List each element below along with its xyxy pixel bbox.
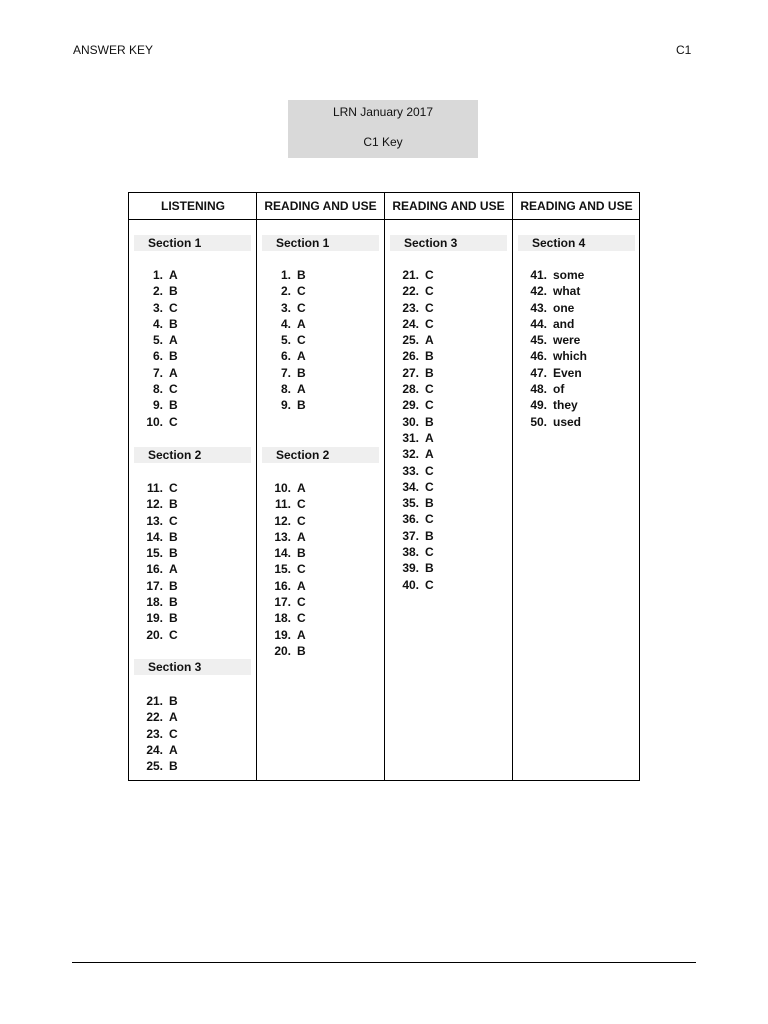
question-number: 20. [146,627,163,642]
column-reading-1 [256,193,384,780]
question-number: 6. [280,349,291,364]
question-number: 18. [146,595,163,610]
column-reading-2 [384,193,512,780]
answer-item [269,627,306,643]
question-number: 19. [146,611,163,626]
answer-value: B [169,316,178,331]
answer-item [397,495,434,511]
answer-item [397,479,434,495]
answer-value: A [425,430,434,445]
answer-value: C [425,463,434,478]
answer-value: C [169,627,178,642]
answer-value: and [553,316,575,331]
header-right-label: C1 [676,43,692,57]
answer-item [269,496,306,512]
question-number: 5. [152,333,163,348]
question-number: 44. [530,316,547,331]
answer-value: C [297,284,306,299]
answer-value: B [297,398,306,413]
question-number: 9. [280,398,291,413]
question-number: 38. [402,545,419,560]
answer-item [141,693,178,709]
question-number: 16. [274,578,291,593]
answer-item [397,267,434,283]
answer-value: A [169,268,178,282]
answer-item [141,627,178,643]
answer-item [397,300,434,316]
question-number: 16. [146,562,163,577]
answer-value: A [169,710,178,725]
answer-value: C [425,545,434,560]
answer-value: A [169,742,178,757]
answer-value: B [169,398,178,413]
question-number: 41. [530,268,547,282]
question-number: 8. [280,382,291,397]
answer-value: C [425,398,434,413]
question-number: 20. [274,643,291,658]
answer-value: A [169,333,178,348]
answer-value: C [297,595,306,610]
answer-value: B [169,578,178,593]
title-line-2: C1 Key [363,135,403,149]
section-label: Section 2 [262,447,379,463]
column-reading-3 [512,193,640,780]
answer-value: B [425,496,434,511]
answer-item [397,544,434,560]
answer-value: what [553,284,581,299]
question-number: 50. [530,414,547,429]
answer-value: one [553,300,575,315]
answer-item [269,300,306,316]
answer-item [397,332,434,348]
question-number: 8. [152,382,163,397]
answer-item [397,397,434,413]
answer-item [141,480,178,496]
answer-item [525,414,587,430]
answer-item [269,529,306,545]
question-number: 1. [280,268,291,282]
answer-value: B [425,349,434,364]
column-heading: LISTENING [129,193,257,220]
answer-item [141,545,178,561]
answer-item [269,545,306,561]
answer-value: A [169,562,178,577]
question-number: 4. [280,316,291,331]
answer-value: B [169,349,178,364]
answer-value: A [297,529,306,544]
answer-list [141,693,178,774]
answer-item [525,365,587,381]
answer-value: A [297,578,306,593]
question-number: 36. [402,512,419,527]
footer-divider [72,962,696,963]
answer-value: C [169,481,178,495]
answer-item [269,480,306,496]
answer-value: A [297,382,306,397]
answer-item [397,430,434,446]
question-number: 15. [274,562,291,577]
question-number: 25. [402,333,419,348]
answer-item [141,529,178,545]
answer-item [141,348,178,364]
question-number: 29. [402,398,419,413]
question-number: 46. [530,349,547,364]
answer-value: C [425,512,434,527]
answer-value: of [553,382,565,397]
answer-value: C [169,513,178,528]
answer-value: A [297,627,306,642]
question-number: 26. [402,349,419,364]
question-number: 30. [402,414,419,429]
answer-item [269,381,306,397]
question-number: 15. [146,546,163,561]
answer-item [269,365,306,381]
question-number: 42. [530,284,547,299]
answer-item [525,397,587,413]
question-number: 3. [280,300,291,315]
question-number: 5. [280,333,291,348]
question-number: 49. [530,398,547,413]
question-number: 21. [402,268,419,282]
answer-item [141,332,178,348]
answer-value: C [297,300,306,315]
title-line-1: LRN January 2017 [332,105,434,119]
question-number: 32. [402,447,419,462]
answer-value: C [297,333,306,348]
answer-list [141,267,178,430]
answer-value: were [553,333,581,348]
answer-value: C [169,382,178,397]
section-label: Section 4 [518,235,635,251]
question-number: 28. [402,382,419,397]
column-heading: READING AND USE [385,193,512,220]
answer-item [141,742,178,758]
question-number: 24. [402,316,419,331]
answer-item [141,513,178,529]
answer-item [397,560,434,576]
answer-item [525,316,587,332]
answer-value: B [425,365,434,380]
column-heading: READING AND USE [257,193,384,220]
answer-value: C [297,562,306,577]
answer-item [525,332,587,348]
answer-item [397,446,434,462]
answer-value: C [425,268,434,282]
answer-item [525,267,587,283]
answer-item [269,594,306,610]
question-number: 4. [152,316,163,331]
answer-value: C [425,577,434,592]
answer-item [397,283,434,299]
answer-item [141,300,178,316]
question-number: 11. [146,481,163,495]
question-number: 14. [146,529,163,544]
answer-item [269,643,306,659]
question-number: 13. [274,529,291,544]
answer-value: B [297,546,306,561]
answer-item [269,561,306,577]
answer-item [141,594,178,610]
answer-value: which [553,349,588,364]
answer-value: B [425,414,434,429]
question-number: 21. [146,694,163,708]
answer-value: C [169,414,178,429]
answer-value: B [297,365,306,380]
question-number: 3. [152,300,163,315]
question-number: 17. [146,578,163,593]
answer-item [269,348,306,364]
question-number: 22. [402,284,419,299]
answer-value: B [169,694,178,708]
answer-item [269,267,306,283]
answer-item [397,463,434,479]
column-listening [129,193,257,780]
answer-value: B [169,546,178,561]
question-number: 24. [146,742,163,757]
answer-value: C [297,611,306,626]
answer-item [525,300,587,316]
question-number: 34. [402,479,419,494]
question-number: 1. [152,268,163,282]
answer-value: C [425,382,434,397]
answer-key-table [128,192,640,781]
answer-item [141,610,178,626]
section-label: Section 3 [134,659,251,675]
answer-value: B [169,529,178,544]
section-label: Section 2 [134,447,251,463]
question-number: 7. [280,365,291,380]
question-number: 2. [152,284,163,299]
answer-value: B [297,643,306,658]
answer-item [141,365,178,381]
answer-item [269,283,306,299]
question-number: 43. [530,300,547,315]
answer-item [525,348,587,364]
question-number: 10. [274,481,291,495]
header-left-label: ANSWER KEY [73,43,154,57]
answer-item [269,513,306,529]
column-heading: READING AND USE [513,193,640,220]
answer-value: Even [553,365,582,380]
answer-value: B [169,497,178,512]
answer-item [141,709,178,725]
answer-value: some [553,268,585,282]
answer-value: A [425,333,434,348]
answer-item [141,758,178,774]
answer-item [269,397,306,413]
answer-list [269,267,306,414]
answer-item [141,316,178,332]
question-number: 39. [402,561,419,576]
answer-value: C [425,300,434,315]
question-number: 23. [146,726,163,741]
answer-list [141,480,178,643]
answer-item [141,496,178,512]
question-number: 35. [402,496,419,511]
answer-value: B [169,759,178,774]
answer-item [141,561,178,577]
question-number: 23. [402,300,419,315]
answer-item [397,316,434,332]
question-number: 17. [274,595,291,610]
answer-value: B [425,561,434,576]
question-number: 25. [146,759,163,774]
answer-value: C [425,284,434,299]
answer-item [525,381,587,397]
answer-value: A [297,481,306,495]
answer-item [525,283,587,299]
answer-value: C [425,316,434,331]
answer-value: C [169,726,178,741]
question-number: 33. [402,463,419,478]
question-number: 27. [402,365,419,380]
answer-item [397,381,434,397]
answer-value: they [553,398,578,413]
question-number: 18. [274,611,291,626]
question-number: 19. [274,627,291,642]
answer-item [141,726,178,742]
answer-value: B [425,528,434,543]
answer-item [269,316,306,332]
answer-value: B [297,268,306,282]
answer-item [141,283,178,299]
answer-value: A [169,365,178,380]
question-number: 47. [530,365,547,380]
answer-list [397,267,434,593]
answer-value: B [169,284,178,299]
section-label: Section 1 [262,235,379,251]
answer-item [141,414,178,430]
question-number: 9. [152,398,163,413]
question-number: 13. [146,513,163,528]
section-label: Section 1 [134,235,251,251]
answer-item [397,365,434,381]
question-number: 48. [530,382,547,397]
question-number: 12. [274,513,291,528]
question-number: 45. [530,333,547,348]
answer-item [141,578,178,594]
answer-value: B [169,611,178,626]
answer-value: C [169,300,178,315]
title-box [288,100,478,158]
question-number: 6. [152,349,163,364]
question-number: 22. [146,710,163,725]
answer-value: A [297,316,306,331]
answer-list [525,267,587,430]
answer-value: B [169,595,178,610]
answer-value: C [297,513,306,528]
answer-item [397,577,434,593]
section-label: Section 3 [390,235,507,251]
answer-item [397,528,434,544]
question-number: 10. [146,414,163,429]
answer-item [141,267,178,283]
answer-list [269,480,306,659]
question-number: 40. [402,577,419,592]
answer-item [397,511,434,527]
question-number: 37. [402,528,419,543]
answer-item [269,610,306,626]
question-number: 11. [274,497,291,512]
answer-item [269,332,306,348]
answer-value: A [297,349,306,364]
answer-item [141,397,178,413]
answer-item [397,414,434,430]
question-number: 14. [274,546,291,561]
answer-item [397,348,434,364]
answer-item [141,381,178,397]
question-number: 7. [152,365,163,380]
question-number: 31. [402,430,419,445]
answer-value: A [425,447,434,462]
answer-value: C [425,479,434,494]
answer-value: used [553,414,582,429]
answer-item [269,578,306,594]
question-number: 12. [146,497,163,512]
question-number: 2. [280,284,291,299]
answer-value: C [297,497,306,512]
